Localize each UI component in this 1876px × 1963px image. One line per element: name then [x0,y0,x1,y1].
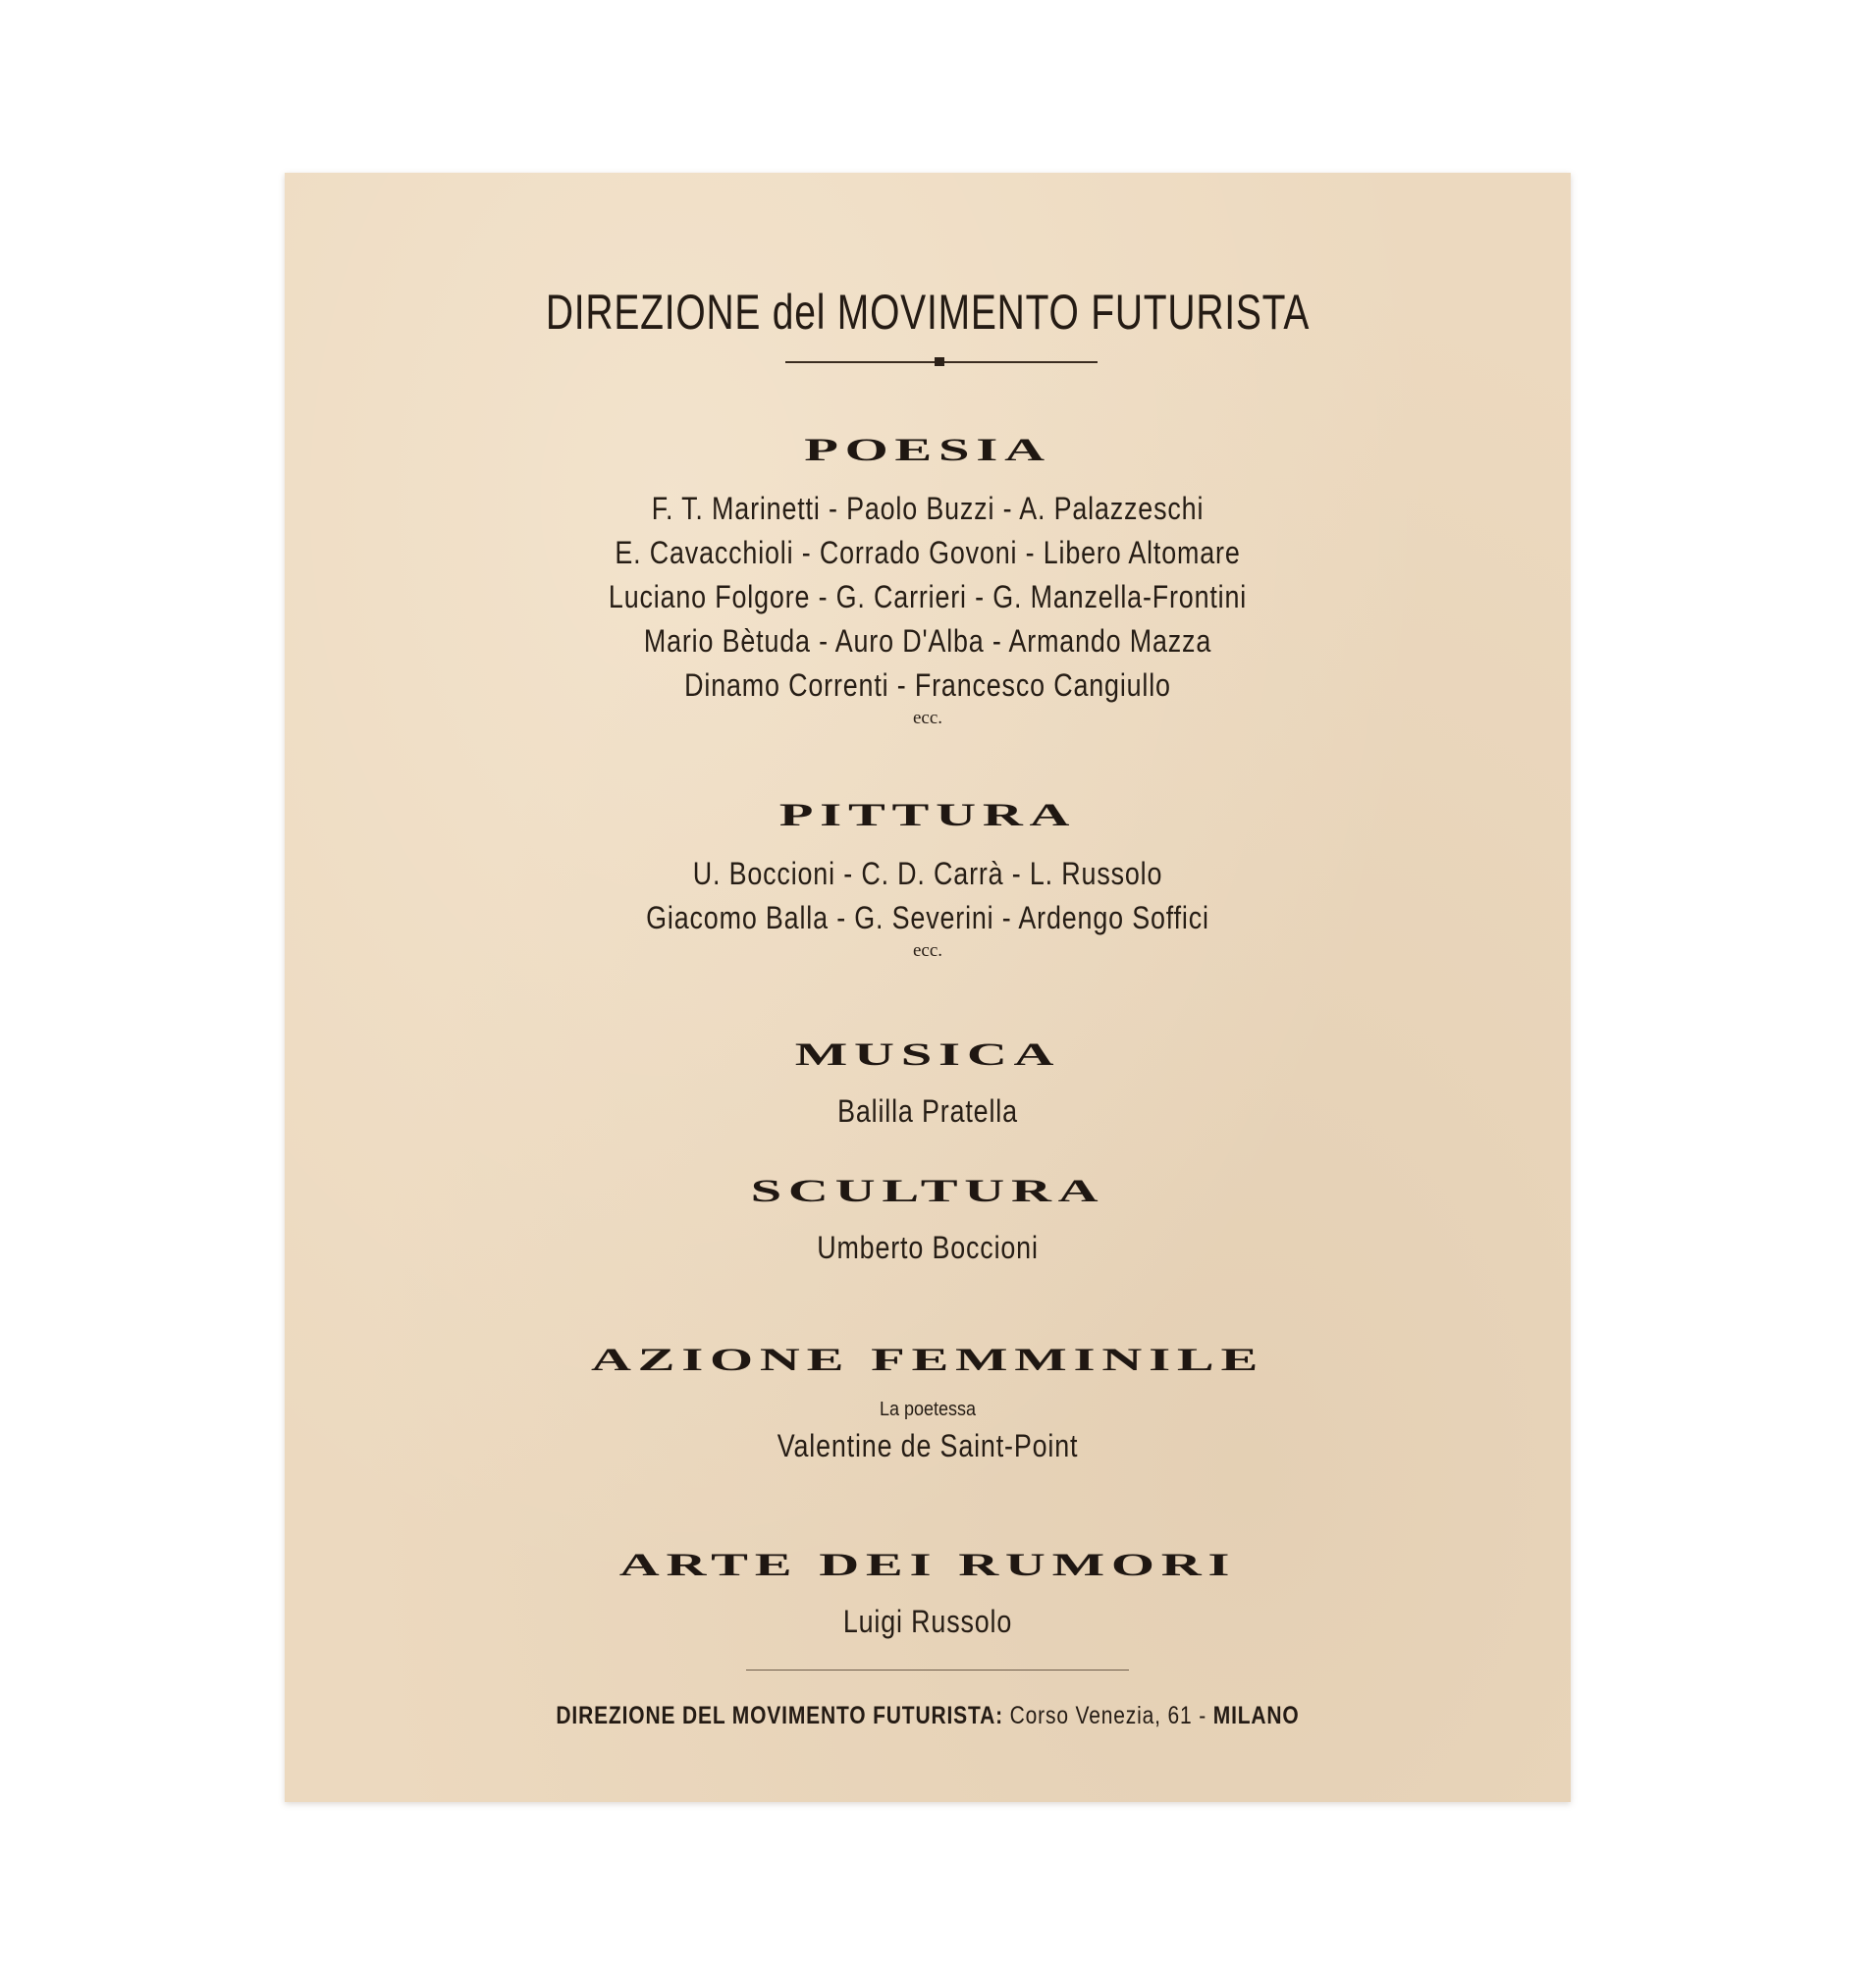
section-azione-femminile [285,1336,1571,1468]
footer-address [388,1700,1468,1731]
poesia-names-line-1: F. T. Marinetti - Paolo Buzzi - A. Palazzeschi [651,491,1205,526]
footer-divider [746,1670,1129,1671]
section-heading-pittura: PITTURA [778,798,1077,833]
section-heading-musica: MUSICA [794,1037,1061,1073]
section-musica [285,1031,1571,1134]
section-poesia [285,426,1571,729]
section-arte-dei-rumori [285,1541,1571,1644]
footer-city: MILANO [1212,1702,1300,1729]
azione-femminile-subtitle: La poetessa [879,1399,977,1420]
pittura-ecc: ecc. [912,940,943,961]
azione-femminile-names-line-1: Valentine de Saint-Point [777,1428,1079,1463]
musica-names-line-1: Balilla Pratella [837,1093,1018,1129]
document-sheet [285,173,1571,1802]
page-title: DIREZIONE del MOVIMENTO FUTURISTA [545,285,1311,340]
scultura-names-line-1: Umberto Boccioni [817,1230,1039,1265]
poesia-names-line-3: Luciano Folgore - G. Carrieri - G. Manzella-Frontini [608,579,1248,614]
section-scultura [285,1167,1571,1270]
section-heading-poesia: POESIA [804,433,1051,468]
section-heading-azione-femminile: AZIONE FEMMINILE [590,1343,1265,1378]
pittura-names-line-1: U. Boccioni - C. D. Carrà - L. Russolo [692,856,1163,891]
section-heading-arte-dei-rumori: ARTE DEI RUMORI [618,1548,1237,1583]
footer-label: DIREZIONE DEL MOVIMENTO FUTURISTA: [556,1702,1003,1729]
poesia-names-line-5: Dinamo Correnti - Francesco Cangiullo [684,667,1171,703]
title-divider-mark [935,357,944,366]
poesia-ecc: ecc. [912,708,943,728]
arte-dei-rumori-names-line-1: Luigi Russolo [842,1604,1013,1639]
footer-street: Corso Venezia, 61 [1009,1702,1193,1729]
pittura-names-line-2: Giacomo Balla - G. Severini - Ardengo Soffici [646,900,1209,935]
section-pittura [285,791,1571,962]
footer-separator: - [1199,1702,1207,1729]
poesia-names-line-2: E. Cavacchioli - Corrado Govoni - Libero Altomare [615,535,1241,570]
poesia-names-line-4: Mario Bètuda - Auro D'Alba - Armando Mazza [643,623,1212,659]
section-heading-scultura: SCULTURA [750,1174,1105,1209]
